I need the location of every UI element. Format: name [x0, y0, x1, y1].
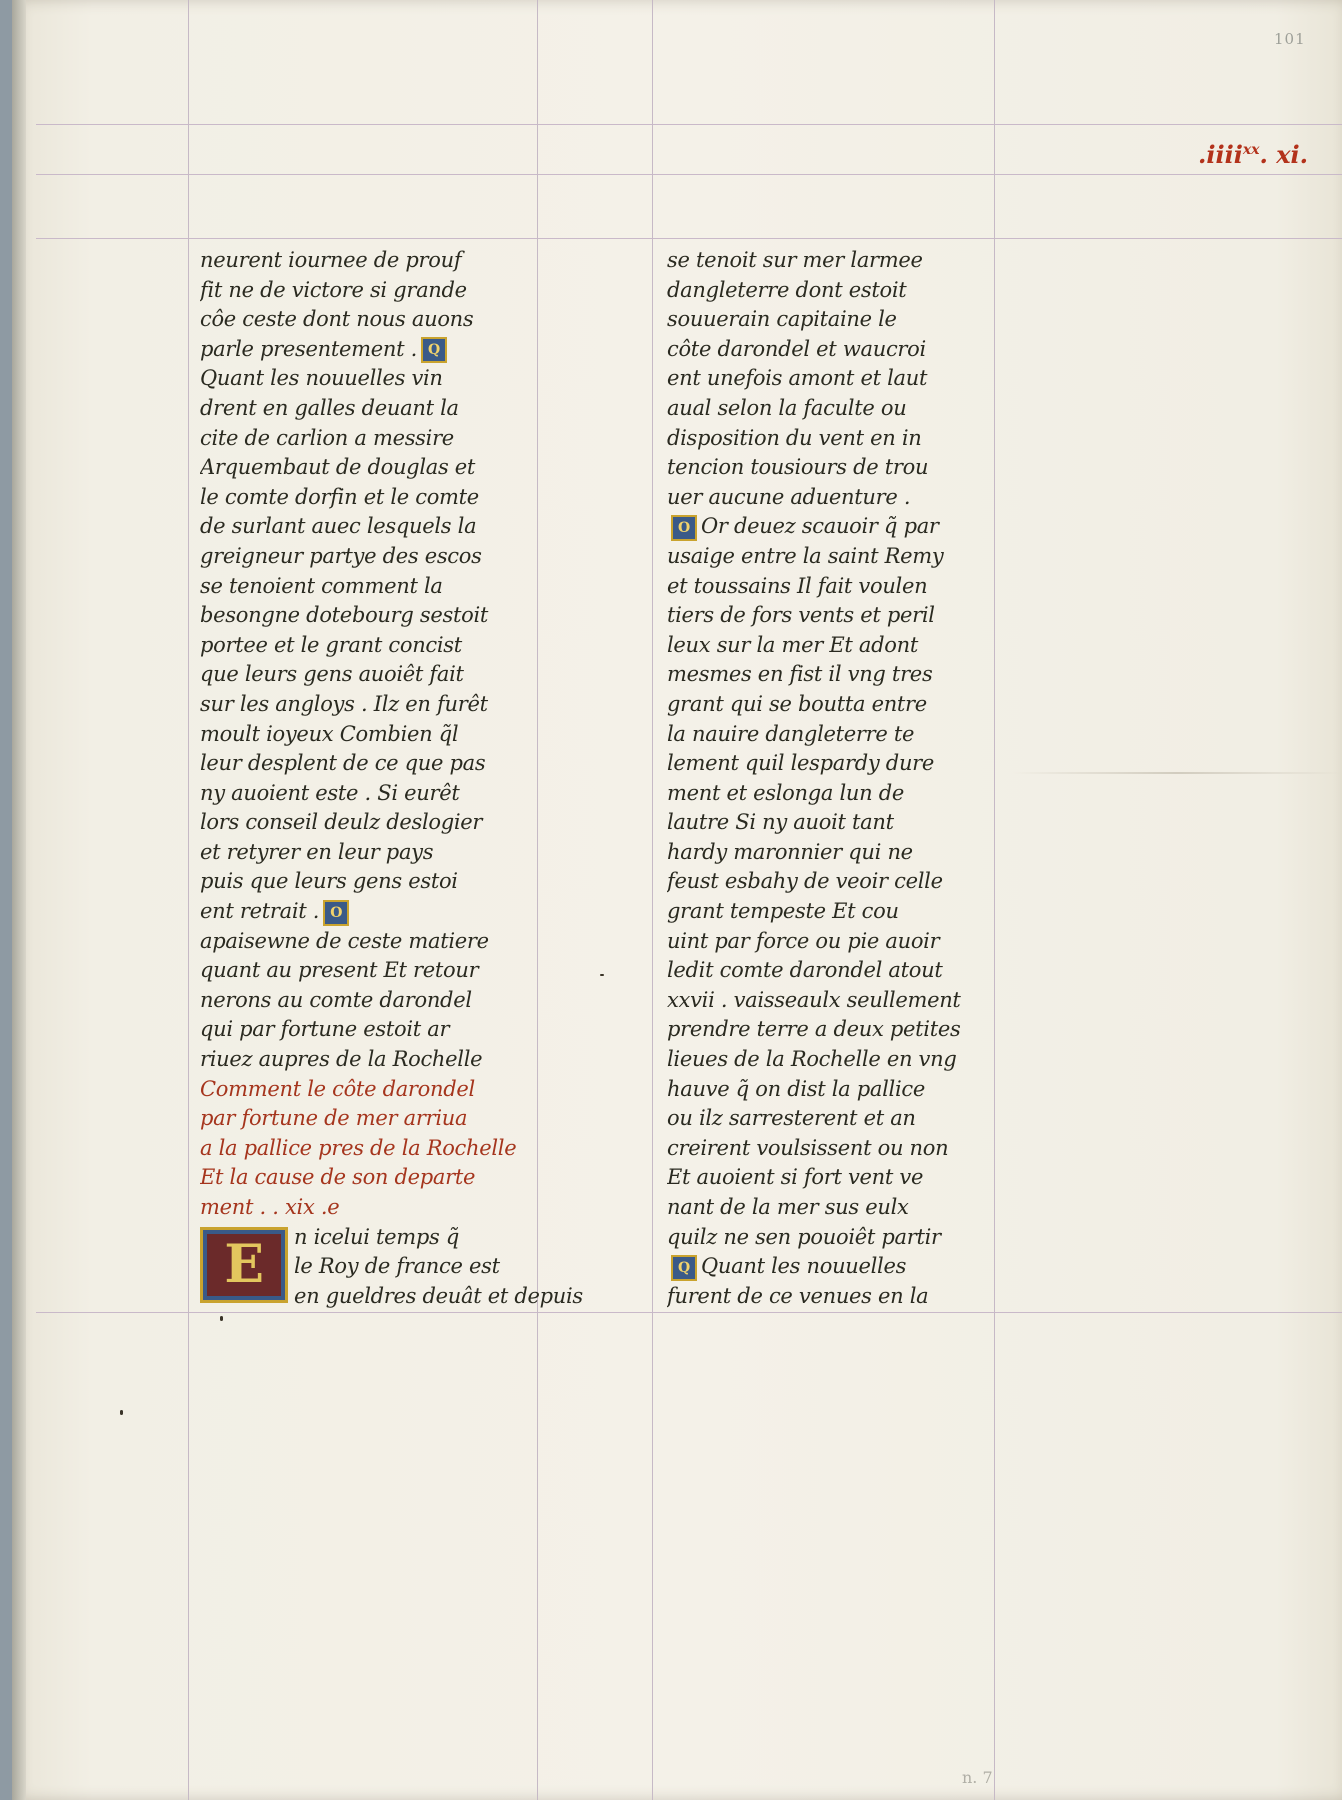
line-text: le comte dorfin et le comte: [200, 484, 479, 509]
text-line: [200, 660, 600, 690]
text-line: [667, 512, 1062, 542]
line-text: ledit comte darondel atout: [667, 958, 943, 983]
text-line: [667, 897, 1062, 927]
line-text: disposition du vent en in: [667, 425, 922, 450]
text-line: [667, 1163, 1062, 1193]
text-line: [200, 364, 600, 394]
decorated-initial: O: [671, 515, 697, 541]
line-text: la nauire dangleterre te: [667, 721, 915, 746]
line-text: a la pallice pres de la Rochelle: [200, 1135, 517, 1160]
text-line: [667, 1045, 1062, 1075]
line-text: lement quil lespardy dure: [667, 751, 935, 776]
ink-speck: [120, 1410, 123, 1415]
line-text: Or deuez scauoir q̃ par: [701, 514, 939, 539]
text-line: [200, 542, 600, 572]
line-text: de surlant auec lesquels la: [200, 514, 477, 539]
line-text: quant au present Et retour: [200, 958, 479, 983]
text-line: [200, 246, 600, 276]
manuscript-page: [12, 0, 1342, 1800]
line-text: se tenoient comment la: [200, 573, 443, 598]
text-line: [667, 720, 1062, 750]
rubric-line: [200, 1104, 600, 1134]
decorated-initial: O: [323, 900, 349, 926]
line-text: ent retrait .: [200, 899, 320, 924]
text-line: [667, 867, 1062, 897]
text-line: [667, 276, 1062, 306]
text-line: [667, 1282, 1062, 1312]
line-text: aual selon la faculte ou: [667, 395, 907, 420]
text-line: [667, 364, 1062, 394]
ruling-line: [36, 124, 1342, 125]
line-text: usaige entre la saint Remy: [667, 543, 944, 568]
line-text: cite de carlion a messire: [200, 425, 454, 450]
line-text: ment et eslonga lun de: [667, 780, 904, 805]
line-text: tencion tousiours de trou: [667, 455, 929, 480]
text-line: [667, 779, 1062, 809]
text-column-left: [200, 246, 600, 1311]
text-column-right: [667, 246, 1062, 1311]
line-text: par fortune de mer arriua: [200, 1106, 468, 1131]
text-line: [200, 986, 600, 1016]
line-text: côte darondel et waucroi: [667, 336, 926, 361]
line-text: dangleterre dont estoit: [667, 277, 907, 302]
text-line: [667, 1193, 1062, 1223]
ink-speck: [600, 974, 604, 976]
line-text: n icelui temps q̃: [294, 1224, 460, 1249]
line-text: Quant les nouuelles vin: [200, 366, 443, 391]
text-line: [200, 808, 600, 838]
line-text: besongne dotebourg sestoit: [200, 603, 489, 628]
text-line: [200, 1015, 600, 1045]
text-line: [667, 1223, 1062, 1253]
line-text: et toussains Il fait voulen: [667, 573, 928, 598]
text-line: [667, 542, 1062, 572]
line-text: tiers de fors vents et peril: [667, 603, 935, 628]
line-text: le Roy de france est: [294, 1254, 500, 1279]
text-line: [200, 572, 600, 602]
line-text: grant qui se boutta entre: [667, 691, 927, 716]
folio-number: 101: [1274, 30, 1306, 48]
line-text: apaisewne de ceste matiere: [200, 928, 489, 953]
text-line: [667, 808, 1062, 838]
line-text: prendre terre a deux petites: [667, 1017, 961, 1042]
ruling-line: [36, 174, 1342, 175]
text-line: [667, 660, 1062, 690]
line-text: hauve q̃ on dist la pallice: [667, 1076, 925, 1101]
text-line: [667, 335, 1062, 365]
text-line: [200, 276, 600, 306]
bottom-mark: n. 7: [962, 1768, 993, 1787]
line-text: côe ceste dont nous auons: [200, 307, 474, 332]
line-text: lieues de la Rochelle en vng: [667, 1047, 957, 1072]
quire-mark: .iiii$^{xx}$. xi.: [1198, 140, 1309, 169]
text-line: [667, 838, 1062, 868]
line-text: uer aucune aduenture .: [667, 484, 911, 509]
text-line: [294, 1252, 600, 1282]
line-text: lautre Si ny auoit tant: [667, 810, 894, 835]
line-text: Et auoient si fort vent ve: [667, 1165, 924, 1190]
illuminated-initial: E: [200, 1227, 288, 1303]
text-line: [667, 1075, 1062, 1105]
text-line: [667, 749, 1062, 779]
rubric-line: [200, 1075, 600, 1105]
text-line: [667, 601, 1062, 631]
line-text: drent en galles deuant la: [200, 395, 459, 420]
text-line: [200, 897, 600, 927]
text-line: [667, 483, 1062, 513]
line-text: uint par force ou pie auoir: [667, 928, 940, 953]
rubric-line: [200, 1193, 600, 1223]
text-line: [200, 867, 600, 897]
line-text: nerons au comte darondel: [200, 987, 472, 1012]
line-text: se tenoit sur mer larmee: [667, 248, 923, 272]
text-line: [200, 690, 600, 720]
line-text: puis que leurs gens estoi: [200, 869, 458, 894]
ruling-line: [36, 1312, 1342, 1313]
text-line: [200, 927, 600, 957]
line-text: neurent iournee de prouf: [200, 248, 462, 272]
text-line: [667, 1104, 1062, 1134]
text-line: [200, 956, 600, 986]
text-line: [667, 1252, 1062, 1282]
text-line: [667, 572, 1062, 602]
line-text: ent unefois amont et laut: [667, 366, 928, 391]
text-line: [200, 305, 600, 335]
text-line: [667, 690, 1062, 720]
decorated-initial: Q: [671, 1255, 697, 1281]
text-line: [667, 305, 1062, 335]
line-text: souuerain capitaine le: [667, 307, 897, 332]
text-line: [200, 1045, 600, 1075]
line-text: leux sur la mer Et adont: [667, 632, 918, 657]
line-text: riuez aupres de la Rochelle: [200, 1047, 483, 1072]
line-text: Comment le côte darondel: [200, 1076, 475, 1101]
text-line: [667, 927, 1062, 957]
text-line: [294, 1282, 600, 1312]
text-line: [667, 1134, 1062, 1164]
line-text: que leurs gens auoiêt fait: [200, 662, 464, 687]
line-text: xxvii . vaisseaulx seullement: [667, 987, 961, 1012]
line-text: Arquembaut de douglas et: [200, 455, 476, 480]
page-edge: [12, 0, 26, 1800]
ruling-line: [652, 0, 653, 1800]
ink-speck: [220, 1316, 223, 1321]
text-line: [200, 779, 600, 809]
text-line: [667, 424, 1062, 454]
line-text: moult ioyeux Combien q̃l: [200, 721, 459, 746]
text-line: [200, 424, 600, 454]
line-text: parle presentement .: [200, 336, 417, 361]
text-line: [200, 335, 600, 365]
text-line: [200, 512, 600, 542]
text-line: [667, 1015, 1062, 1045]
line-text: feust esbahy de veoir celle: [667, 869, 943, 894]
text-line: [667, 956, 1062, 986]
line-text: ment . . xix .e: [200, 1195, 340, 1219]
line-text: greigneur partye des escos: [200, 543, 482, 568]
line-text: lors conseil deulz deslogier: [200, 810, 483, 835]
text-line: [200, 749, 600, 779]
line-text: grant tempeste Et cou: [667, 899, 899, 924]
line-text: mesmes en fist il vng tres: [667, 662, 933, 687]
text-line: [667, 631, 1062, 661]
line-text: leur desplent de ce que pas: [200, 751, 486, 776]
text-line: [200, 483, 600, 513]
text-line: [200, 631, 600, 661]
text-line: [667, 246, 1062, 276]
line-text: en gueldres deuât et depuis: [294, 1283, 583, 1308]
rubric-line: [200, 1163, 600, 1193]
ruling-line: [36, 238, 1342, 239]
line-text: sur les angloys . Ilz en furêt: [200, 691, 488, 716]
text-line: [667, 986, 1062, 1016]
decorated-initial: Q: [421, 337, 447, 363]
text-line: [200, 453, 600, 483]
text-line: [200, 838, 600, 868]
ruling-line: [188, 0, 189, 1800]
text-line: [667, 453, 1062, 483]
line-text: creirent voulsissent ou non: [667, 1135, 949, 1160]
line-text: Quant les nouuelles: [701, 1254, 907, 1279]
text-line: [200, 394, 600, 424]
line-text: ou ilz sarresterent et an: [667, 1106, 916, 1131]
line-text: ny auoient este . Si eurêt: [200, 780, 460, 805]
line-text: Et la cause de son departe: [200, 1165, 476, 1190]
text-line: [200, 720, 600, 750]
line-text: quilz ne sen pouoiêt partir: [667, 1224, 941, 1249]
line-text: furent de ce venues en la: [667, 1283, 929, 1308]
text-line: [667, 394, 1062, 424]
line-text: nant de la mer sus eulx: [667, 1195, 909, 1219]
line-text: et retyrer en leur pays: [200, 839, 434, 864]
line-text: qui par fortune estoit ar: [200, 1017, 450, 1042]
line-text: portee et le grant concist: [200, 632, 462, 657]
line-text: fit ne de victore si grande: [200, 277, 467, 302]
rubric-line: [200, 1134, 600, 1164]
text-line: [200, 601, 600, 631]
line-text: hardy maronnier qui ne: [667, 839, 913, 864]
